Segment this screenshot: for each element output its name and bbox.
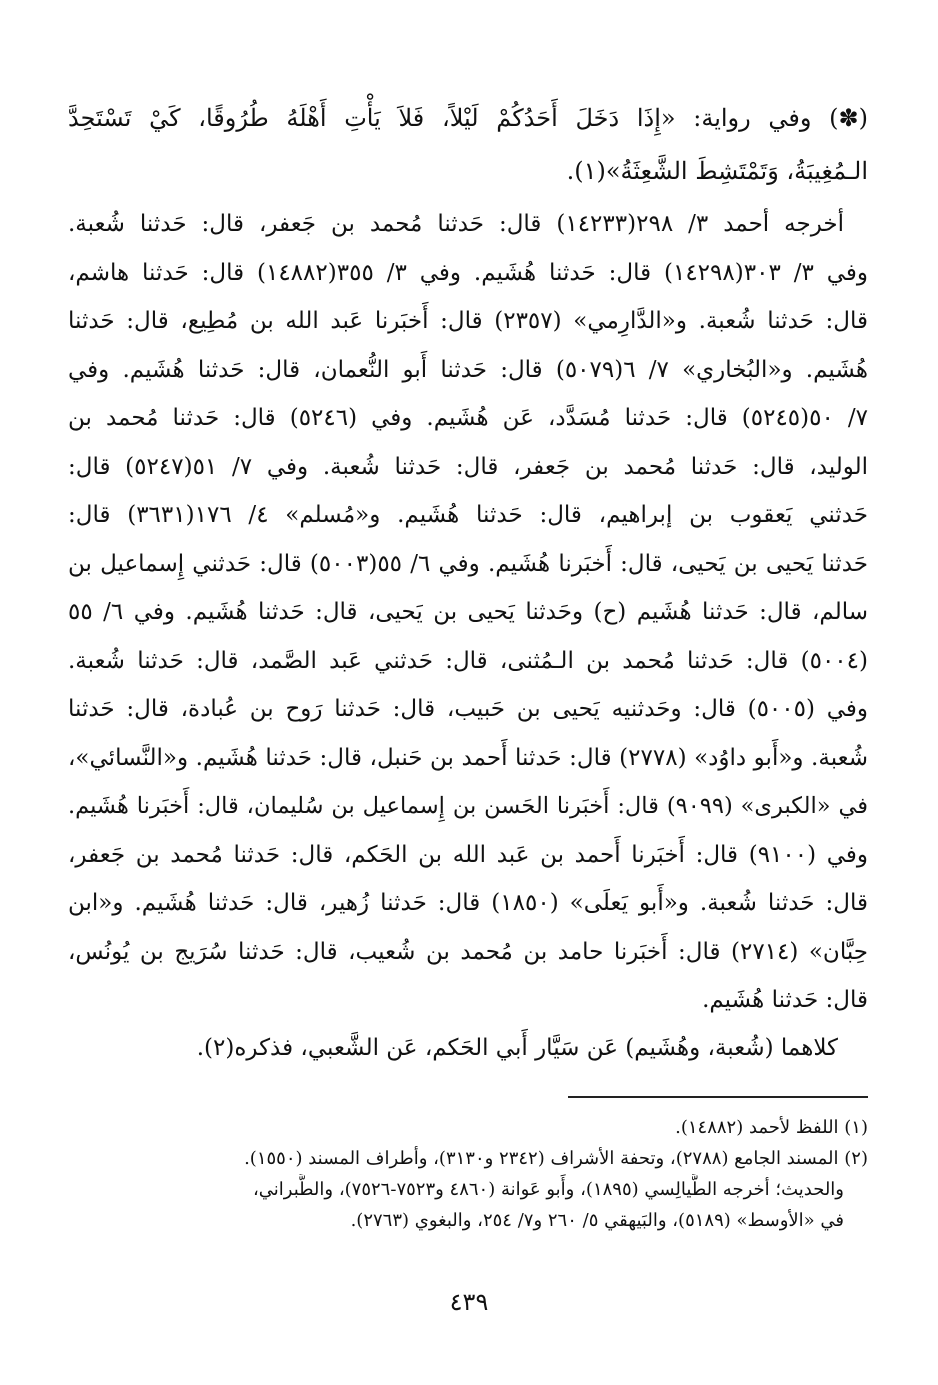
body-line-11: وفي (٥٠٠٥) قال: وحَدثنيه يَحيى بن حَبيب، قال: حَدثنا رَوح بن عُبادة، قال: حَدثنا bbox=[68, 696, 868, 722]
hadith-variant-paragraph bbox=[68, 92, 868, 198]
footnote-1: (١) اللفظ لأحمد (١٤٨٨٢). bbox=[675, 1117, 868, 1138]
body-line-6: الوليد، قال: حَدثنا مُحمد بن جَعفر، قال: حَدثنا شُعبة. وفي ٧/ ٥١(٥٢٤٧) قال: bbox=[68, 453, 868, 480]
footnote-separator bbox=[568, 1096, 868, 1098]
body-line-12: شُعبة. و«أَبو داوُد» (٢٧٧٨) قال: حَدثنا أَحمد بن حَنبل، قال: حَدثنا هُشَيم. و«النَّسائي»، bbox=[68, 744, 868, 771]
body-line-16: حِبَّان» (٢٧١٤) قال: أَخبَرنا حامد بن مُحمد بن شُعيب، قال: حَدثنا سُرَيج بن يُونُس، bbox=[68, 938, 868, 965]
body-line-8: حَدثنا يَحيى بن يَحيى، قال: أَخبَرنا هُشَيم. وفي ٦/ ٥٥(٥٠٠٣) قال: حَدثني إِسماعيل بن bbox=[68, 550, 868, 577]
body-line-15: قال: حَدثنا شُعبة. و«أَبو يَعلَى» (١٨٥٠) قال: حَدثنا زُهير، قال: حَدثنا هُشَيم. و«ابن bbox=[68, 890, 868, 916]
footnote-2-line-2: والحديث؛ أخرجه الطَّيالِسي (١٨٩٥)، وأَبو عَوانة (٤٨٦٠ و٧٥٢٣-٧٥٢٦)، والطَّبراني، bbox=[252, 1179, 844, 1200]
body-line-14: وفي (٩١٠٠) قال: أَخبَرنا أَحمد بن عَبد الله بن الحَكم، قال: حَدثنا مُحمد بن جَعفر، bbox=[68, 841, 868, 868]
body-line-13: في «الكبرى» (٩٠٩٩) قال: أَخبَرنا الحَسن بن إِسماعيل بن سُليمان، قال: أَخبَرنا هُشَيم. bbox=[68, 793, 868, 819]
footnote-2-line-3: في «الأوسط» (٥١٨٩)، والبَيهقي ٥/ ٢٦٠ و٧/ ٢٥٤، والبغوي (٢٧٦٣). bbox=[350, 1210, 844, 1231]
body-line-7: حَدثني يَعقوب بن إبراهيم، قال: حَدثنا هُشَيم. و«مُسلم» ٤/ ١٧٦(٣٦٣١) قال: bbox=[68, 502, 868, 528]
footnote-2-line-1: (٢) المسند الجامع (٢٧٨٨)، وتحفة الأشراف (٢٣٤٢ و٣١٣٠)، وأطراف المسند (١٥٥٠). bbox=[244, 1148, 868, 1169]
intro-line-1: (✽) وفي رواية: «إِذَا دَخَلَ أَحَدُكُمْ لَيْلاً، فَلاَ يَأْتِ أَهْلَهُ طُرُوقًا، كَيْ تَسْتَحِدَّ bbox=[68, 104, 868, 132]
body-line-1: أخرجه أحمد ٣/ ٢٩٨(١٤٢٣٣) قال: حَدثنا مُحمد بن جَعفر، قال: حَدثنا شُعبة. bbox=[68, 211, 845, 237]
body-line-5: ٧/ ٥٠(٥٢٤٥) قال: حَدثنا مُسَدَّد، عَن هُشَيم. وفي (٥٢٤٦) قال: حَدثنا مُحمد بن bbox=[68, 405, 868, 431]
body-line-2: وفي ٣/ ٣٠٣(١٤٢٩٨) قال: حَدثنا هُشَيم. وفي ٣/ ٣٥٥(١٤٨٨٢) قال: حَدثنا هاشم، bbox=[68, 259, 868, 286]
body-line-4: هُشَيم. و«البُخاري» ٧/ ٦(٥٠٧٩) قال: حَدثنا أَبو النُّعمان، قال: حَدثنا هُشَيم. وفي bbox=[68, 356, 868, 383]
takhrij-paragraph bbox=[68, 200, 868, 1025]
body-line-3: قال: حَدثنا شُعبة. و«الدَّارِمي» (٢٣٥٧) قال: أَخبَرنا عَبد الله بن مُطِيع، قال: حَدثنا bbox=[68, 308, 868, 334]
closing-sentence: كلاهما (شُعبة، وهُشَيم) عَن سَيَّار أَبي الحَكم، عَن الشَّعبي، فذكره(٢). bbox=[196, 1035, 838, 1061]
body-line-17: قال: حَدثنا هُشَيم. bbox=[702, 987, 868, 1013]
footnotes bbox=[68, 1112, 868, 1236]
page-number: ٤٣٩ bbox=[449, 1288, 489, 1316]
body-line-10: (٥٠٠٤) قال: حَدثنا مُحمد بن الـمُثنى، قال: حَدثني عَبد الصَّمد، قال: حَدثنا شُعبة. bbox=[68, 647, 868, 674]
body-line-9: سالم، قال: حَدثنا هُشَيم (ح) وحَدثنا يَحيى بن يَحيى، قال: حَدثنا هُشَيم. وفي ٦/ ٥٥ bbox=[68, 599, 868, 625]
intro-line-2: الـمُغِيبَةُ، وَتَمْتَشِطَ الشَّعِثَةُ»(١). bbox=[566, 157, 868, 185]
